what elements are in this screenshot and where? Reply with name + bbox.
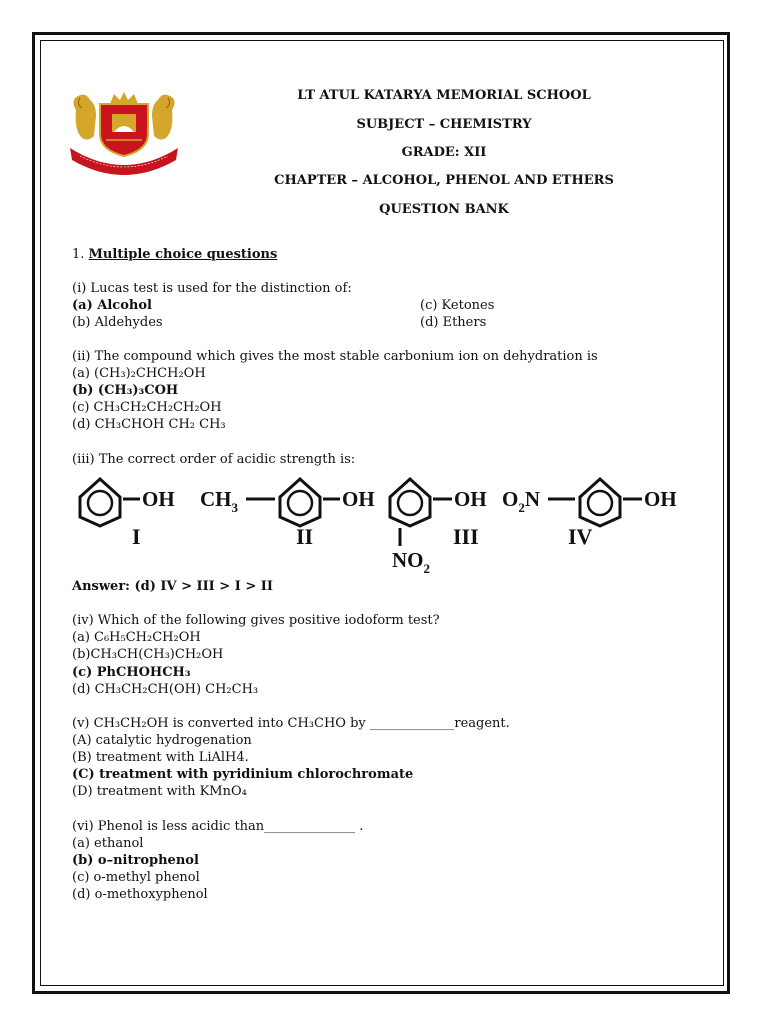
section-heading <box>72 247 277 263</box>
q3-o2n: $O_2N$ <box>502 487 541 515</box>
q3-label-II: II <box>296 524 314 549</box>
q3-oh-III: OH <box>454 487 487 511</box>
q2-option-b: (b) (CH₃)₃COH <box>72 383 179 398</box>
q1-option-a: (a) Alcohol <box>72 298 152 313</box>
section-number: 1. <box>72 247 85 262</box>
q6-question: (vi) Phenol is less acidic than______________ . <box>72 819 364 834</box>
q5-option-d: (D) treatment with KMnO₄ <box>72 784 247 799</box>
q1-option-d: (d) Ethers <box>420 315 487 330</box>
school-name: LT ATUL KATARYA MEMORIAL SCHOOL <box>297 88 591 103</box>
q1-question: (i) Lucas test is used for the distinction of: <box>72 281 352 296</box>
q5-question: (v) CH₃CH₂OH is converted into CH₃CHO by _____________reagent. <box>72 716 510 731</box>
q3-oh-II: OH <box>342 487 375 511</box>
q2-question: (ii) The compound which gives the most stable carbonium ion on dehydration is <box>72 349 598 364</box>
doc-type-title: QUESTION BANK <box>379 202 509 217</box>
q3-no2: $NO_2$ <box>392 548 430 576</box>
q3-ch3: $CH_3$ <box>200 487 238 515</box>
q1-option-c: (c) Ketones <box>420 298 495 313</box>
q5-option-b: (B) treatment with LiAlH4. <box>72 750 249 765</box>
q2-option-d: (d) CH₃CHOH CH₂ CH₃ <box>72 417 226 432</box>
q3-oh-IV: OH <box>644 487 677 511</box>
q4-option-c: (c) PhCHOHCH₃ <box>72 665 191 680</box>
q3-label-I: I <box>132 524 141 549</box>
q2-option-a: (a) (CH₃)₂CHCH₂OH <box>72 366 206 381</box>
section-title: Multiple choice questions <box>88 247 278 262</box>
q5-option-a: (A) catalytic hydrogenation <box>72 733 252 748</box>
q2-option-c: (c) CH₃CH₂CH₂CH₂OH <box>72 400 222 415</box>
q3-oh-I: OH <box>142 487 175 511</box>
q6-option-d: (d) o-methoxyphenol <box>72 887 208 902</box>
grade-line: GRADE: XII <box>401 145 487 160</box>
q6-option-a: (a) ethanol <box>72 836 144 851</box>
q5-option-c: (C) treatment with pyridinium chlorochromate <box>72 767 414 782</box>
q4-option-a: (a) C₆H₅CH₂CH₂OH <box>72 630 201 645</box>
q3-phenol-structures <box>70 470 700 580</box>
q6-option-b: (b) o–nitrophenol <box>72 853 199 868</box>
q3-answer: Answer: (d) IV > III > I > II <box>72 579 273 594</box>
q6-option-c: (c) o-methyl phenol <box>72 870 200 885</box>
q3-label-III: III <box>453 524 479 549</box>
q4-option-b: (b)CH₃CH(CH₃)CH₂OH <box>72 647 224 662</box>
q4-question: (iv) Which of the following gives positive iodoform test? <box>72 613 440 628</box>
q4-option-d: (d) CH₃CH₂CH(OH) CH₂CH₃ <box>72 682 259 697</box>
subject-line: SUBJECT – CHEMISTRY <box>356 117 532 132</box>
q1-option-b: (b) Aldehydes <box>72 315 163 330</box>
q3-question: (iii) The correct order of acidic strength is: <box>72 452 356 467</box>
q3-label-IV: IV <box>568 524 593 549</box>
chapter-line: CHAPTER – ALCOHOL, PHENOL AND ETHERS <box>274 173 614 188</box>
